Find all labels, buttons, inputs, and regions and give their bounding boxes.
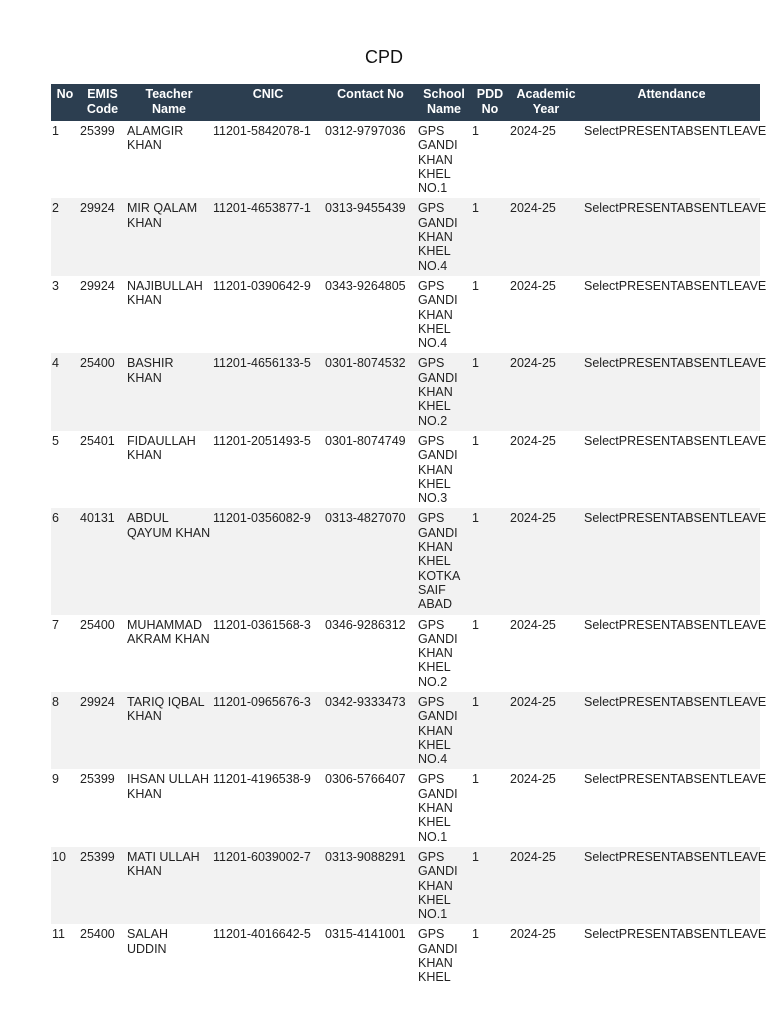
cell-pdd-no: 1 bbox=[471, 769, 509, 846]
cell-academic-year: 2024-25 bbox=[509, 692, 583, 769]
cell-no: 1 bbox=[51, 121, 79, 198]
cell-emis-code: 25399 bbox=[79, 121, 126, 198]
col-header-pdd-no: PDD No bbox=[471, 84, 509, 121]
cell-school-name: GPS GANDI KHAN KHEL NO.2 bbox=[417, 353, 471, 430]
table-row bbox=[51, 508, 760, 614]
cell-contact-no: 0306-5766407 bbox=[324, 769, 417, 846]
cell-pdd-no: 1 bbox=[471, 431, 509, 508]
cell-school-name: GPS GANDI KHAN KHEL NO.2 bbox=[417, 615, 471, 692]
cell-cnic: 11201-5842078-1 bbox=[212, 121, 324, 198]
attendance-select[interactable]: SelectPRESENTABSENTLEAVE bbox=[583, 198, 760, 275]
cell-academic-year: 2024-25 bbox=[509, 924, 583, 987]
cell-no: 2 bbox=[51, 198, 79, 275]
cell-contact-no: 0313-9455439 bbox=[324, 198, 417, 275]
attendance-select[interactable]: SelectPRESENTABSENTLEAVE bbox=[583, 847, 760, 924]
cell-emis-code: 29924 bbox=[79, 198, 126, 275]
table-body bbox=[51, 121, 767, 988]
table-row bbox=[51, 847, 760, 924]
cell-teacher-name: NAJIBULLAH KHAN bbox=[126, 276, 212, 353]
cell-school-name: GPS GANDI KHAN KHEL bbox=[417, 924, 471, 987]
col-header-school-name: School Name bbox=[417, 84, 471, 121]
col-header-academic-year: Academic Year bbox=[509, 84, 583, 121]
cell-no: 9 bbox=[51, 769, 79, 846]
cell-teacher-name: MUHAMMAD AKRAM KHAN bbox=[126, 615, 212, 692]
table-row bbox=[51, 692, 760, 769]
cell-academic-year: 2024-25 bbox=[509, 276, 583, 353]
cell-pdd-no: 1 bbox=[471, 847, 509, 924]
cell-academic-year: 2024-25 bbox=[509, 847, 583, 924]
cell-pdd-no: 1 bbox=[471, 276, 509, 353]
cell-cnic: 11201-0361568-3 bbox=[212, 615, 324, 692]
cell-school-name: GPS GANDI KHAN KHEL KOTKA SAIF ABAD bbox=[417, 508, 471, 614]
cell-school-name: GPS GANDI KHAN KHEL NO.1 bbox=[417, 121, 471, 198]
cell-emis-code: 25400 bbox=[79, 353, 126, 430]
cell-emis-code: 25400 bbox=[79, 924, 126, 987]
cell-teacher-name: ALAMGIR KHAN bbox=[126, 121, 212, 198]
cell-emis-code: 40131 bbox=[79, 508, 126, 614]
cell-no: 3 bbox=[51, 276, 79, 353]
cell-cnic: 11201-0965676-3 bbox=[212, 692, 324, 769]
attendance-select[interactable]: SelectPRESENTABSENTLEAVE bbox=[583, 769, 760, 846]
cell-academic-year: 2024-25 bbox=[509, 198, 583, 275]
cell-academic-year: 2024-25 bbox=[509, 353, 583, 430]
attendance-select[interactable]: SelectPRESENTABSENTLEAVE bbox=[583, 431, 760, 508]
cell-no: 5 bbox=[51, 431, 79, 508]
attendance-select[interactable]: SelectPRESENTABSENTLEAVE bbox=[583, 276, 760, 353]
attendance-select[interactable]: SelectPRESENTABSENTLEAVE bbox=[583, 615, 760, 692]
cell-academic-year: 2024-25 bbox=[509, 615, 583, 692]
cell-teacher-name: ABDUL QAYUM KHAN bbox=[126, 508, 212, 614]
cell-emis-code: 29924 bbox=[79, 276, 126, 353]
col-header-teacher-name: Teacher Name bbox=[126, 84, 212, 121]
cell-contact-no: 0346-9286312 bbox=[324, 615, 417, 692]
cell-cnic: 11201-0390642-9 bbox=[212, 276, 324, 353]
cell-school-name: GPS GANDI KHAN KHEL NO.4 bbox=[417, 692, 471, 769]
attendance-select[interactable]: SelectPRESENTABSENTLEAVE bbox=[583, 692, 760, 769]
table-row bbox=[51, 198, 760, 275]
cell-pdd-no: 1 bbox=[471, 508, 509, 614]
col-header-emis-code: EMIS Code bbox=[79, 84, 126, 121]
table-row bbox=[51, 431, 760, 508]
cell-no: 8 bbox=[51, 692, 79, 769]
table-row bbox=[51, 121, 760, 198]
cell-school-name: GPS GANDI KHAN KHEL NO.3 bbox=[417, 431, 471, 508]
cell-teacher-name: IHSAN ULLAH KHAN bbox=[126, 769, 212, 846]
cell-contact-no: 0313-9088291 bbox=[324, 847, 417, 924]
attendance-select[interactable]: SelectPRESENTABSENTLEAVE bbox=[583, 924, 760, 987]
table-header bbox=[51, 84, 760, 121]
cell-teacher-name: BASHIR KHAN bbox=[126, 353, 212, 430]
cell-contact-no: 0343-9264805 bbox=[324, 276, 417, 353]
cell-academic-year: 2024-25 bbox=[509, 769, 583, 846]
table-row bbox=[51, 276, 760, 353]
cell-teacher-name: FIDAULLAH KHAN bbox=[126, 431, 212, 508]
cell-contact-no: 0315-4141001 bbox=[324, 924, 417, 987]
cell-pdd-no: 1 bbox=[471, 692, 509, 769]
cell-pdd-no: 1 bbox=[471, 121, 509, 198]
cell-academic-year: 2024-25 bbox=[509, 121, 583, 198]
cell-teacher-name: TARIQ IQBAL KHAN bbox=[126, 692, 212, 769]
cell-cnic: 11201-4196538-9 bbox=[212, 769, 324, 846]
cell-pdd-no: 1 bbox=[471, 924, 509, 987]
cell-academic-year: 2024-25 bbox=[509, 508, 583, 614]
cell-teacher-name: MIR QALAM KHAN bbox=[126, 198, 212, 275]
cell-contact-no: 0313-4827070 bbox=[324, 508, 417, 614]
cell-school-name: GPS GANDI KHAN KHEL NO.4 bbox=[417, 276, 471, 353]
cell-no: 6 bbox=[51, 508, 79, 614]
cell-pdd-no: 1 bbox=[471, 353, 509, 430]
page-title: CPD bbox=[364, 47, 403, 67]
table-row bbox=[51, 353, 760, 430]
table-row bbox=[51, 769, 760, 846]
cell-contact-no: 0301-8074749 bbox=[324, 431, 417, 508]
col-header-contact-no: Contact No bbox=[324, 84, 417, 121]
cell-emis-code: 29924 bbox=[79, 692, 126, 769]
cell-pdd-no: 1 bbox=[471, 198, 509, 275]
table-row bbox=[51, 615, 760, 692]
cell-teacher-name: SALAH UDDIN bbox=[126, 924, 212, 987]
cell-emis-code: 25400 bbox=[79, 615, 126, 692]
cell-no: 11 bbox=[51, 924, 79, 987]
attendance-select[interactable]: SelectPRESENTABSENTLEAVE bbox=[583, 121, 760, 198]
cell-emis-code: 25399 bbox=[79, 847, 126, 924]
cell-academic-year: 2024-25 bbox=[509, 431, 583, 508]
cell-emis-code: 25399 bbox=[79, 769, 126, 846]
cell-cnic: 11201-0356082-9 bbox=[212, 508, 324, 614]
cpd-table bbox=[51, 84, 767, 988]
cell-contact-no: 0342-9333473 bbox=[324, 692, 417, 769]
col-header-no: No bbox=[51, 84, 79, 121]
cell-cnic: 11201-4653877-1 bbox=[212, 198, 324, 275]
table-row bbox=[51, 924, 760, 987]
cell-cnic: 11201-6039002-7 bbox=[212, 847, 324, 924]
cell-school-name: GPS GANDI KHAN KHEL NO.4 bbox=[417, 198, 471, 275]
cell-emis-code: 25401 bbox=[79, 431, 126, 508]
cell-cnic: 11201-4016642-5 bbox=[212, 924, 324, 987]
cell-teacher-name: MATI ULLAH KHAN bbox=[126, 847, 212, 924]
cell-no: 10 bbox=[51, 847, 79, 924]
cell-school-name: GPS GANDI KHAN KHEL NO.1 bbox=[417, 769, 471, 846]
cell-cnic: 11201-2051493-5 bbox=[212, 431, 324, 508]
cell-no: 7 bbox=[51, 615, 79, 692]
col-header-cnic: CNIC bbox=[212, 84, 324, 121]
col-header-attendance: Attendance bbox=[583, 84, 760, 121]
cell-pdd-no: 1 bbox=[471, 615, 509, 692]
cell-school-name: GPS GANDI KHAN KHEL NO.1 bbox=[417, 847, 471, 924]
cell-cnic: 11201-4656133-5 bbox=[212, 353, 324, 430]
cell-contact-no: 0301-8074532 bbox=[324, 353, 417, 430]
cell-contact-no: 0312-9797036 bbox=[324, 121, 417, 198]
attendance-select[interactable]: SelectPRESENTABSENTLEAVE bbox=[583, 508, 760, 614]
cell-no: 4 bbox=[51, 353, 79, 430]
attendance-select[interactable]: SelectPRESENTABSENTLEAVE bbox=[583, 353, 760, 430]
